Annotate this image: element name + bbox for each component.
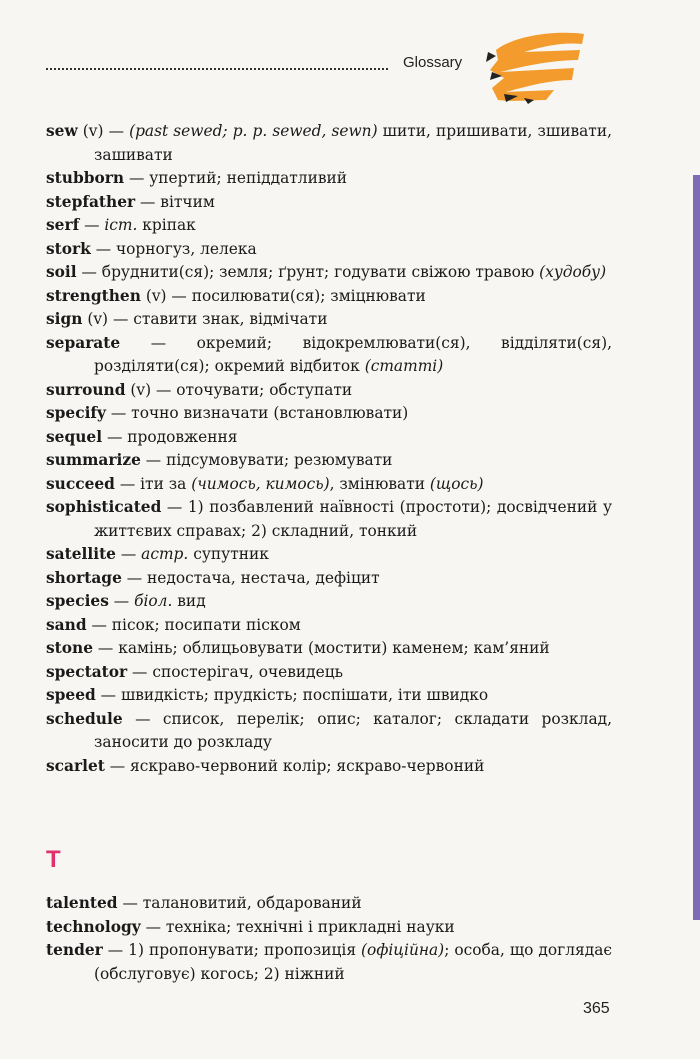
definition-text: — бруднити(ся); земля; ґрунт; годувати свіжою травою: [76, 263, 540, 281]
definition-text: (v) —: [77, 122, 130, 140]
usage-note: (худобу): [539, 263, 607, 281]
definition-text: —: [115, 545, 142, 563]
glossary-entry: [46, 379, 612, 403]
definition-text: — недостача, нестача, дефіцит: [121, 568, 380, 587]
glossary-entry: [46, 167, 612, 191]
glossary-entries-s: [46, 120, 612, 778]
headword: technology: [46, 917, 141, 936]
glossary-entry: [46, 473, 612, 497]
glossary-entry: [46, 661, 612, 685]
headword: sew: [46, 122, 78, 140]
page-edge-color-bar: [693, 175, 700, 920]
usage-note: іст.: [104, 216, 138, 234]
glossary-entry: [46, 939, 612, 986]
headword: specify: [46, 404, 106, 422]
definition-text: (v) — посилювати(ся); зміцнювати: [140, 286, 426, 305]
definition-text: — чорногуз, лелека: [90, 239, 257, 258]
glossary-entry: [46, 590, 612, 614]
page-number: 365: [583, 1000, 610, 1017]
definition-text: — вітчим: [135, 192, 215, 211]
headword: separate: [46, 333, 121, 352]
headword: surround: [46, 380, 126, 399]
glossary-entry: [46, 916, 612, 940]
headword: speed: [46, 686, 96, 704]
glossary-entry: [46, 261, 612, 285]
headword: satellite: [46, 545, 116, 563]
headword: species: [46, 592, 109, 610]
headword: strengthen: [46, 286, 141, 305]
headword: serf: [46, 216, 80, 234]
headword: soil: [46, 263, 77, 281]
glossary-entry: [46, 755, 612, 779]
definition-text: —: [79, 216, 105, 234]
glossary-entry: [46, 238, 612, 262]
definition-text: (v) — ставити знак, відмічати: [82, 310, 328, 328]
running-header: [46, 54, 476, 76]
glossary-entry: [46, 614, 612, 638]
brush-stroke-decoration: [484, 28, 588, 104]
headword: summarize: [46, 451, 141, 469]
headword: sign: [46, 310, 83, 328]
headword: sequel: [46, 427, 103, 446]
glossary-entry: [46, 285, 612, 309]
glossary-entry: [46, 214, 612, 238]
headword: schedule: [46, 709, 123, 728]
dotted-leader: [46, 68, 388, 70]
definition-text: — камінь; облицьовувати (мостити) каменем; кам’яний: [93, 639, 550, 657]
headword: talented: [46, 894, 118, 912]
headword: spectator: [46, 662, 128, 681]
headword: tender: [46, 941, 103, 959]
usage-note: біол.: [134, 592, 173, 610]
glossary-entry: [46, 332, 612, 379]
section-letter: T: [46, 846, 61, 873]
definition-text: — список, перелік; опис; каталог; складати розклад, заносити до розкладу: [94, 709, 612, 751]
definition-text: — 1) позбавлений наївності (простоти); досвідчений у життєвих справах; 2) складний, тонкий: [94, 498, 612, 540]
definition-text: — техніка; технічні і прикладні науки: [140, 917, 455, 936]
usage-note: (past sewed; p. p. sewed, sewn): [129, 122, 378, 140]
headword: succeed: [46, 474, 115, 493]
glossary-entry: [46, 426, 612, 450]
definition-text: — швидкість; прудкість; поспішати, іти швидко: [95, 686, 489, 704]
usage-note: (статті): [364, 357, 444, 375]
glossary-entry: [46, 191, 612, 215]
page-title: Glossary: [403, 54, 463, 71]
glossary-entry: [46, 449, 612, 473]
usage-note: астр.: [141, 545, 189, 563]
definition-text: — упертий; непіддатливий: [124, 169, 348, 187]
definition-text: — пісок; посипати піском: [86, 615, 301, 634]
glossary-entry: [46, 567, 612, 591]
glossary-entry: [46, 637, 612, 661]
glossary-entry: [46, 892, 612, 916]
definition-text: — точно визначати (встановлювати): [106, 404, 409, 422]
definition-text: — продовження: [102, 427, 238, 446]
usage-note: (офіційна): [361, 941, 445, 959]
definition-text: супутник: [188, 545, 269, 563]
definition-text: кріпак: [137, 216, 196, 234]
glossary-entry: [46, 496, 612, 543]
definition-text: вид: [172, 592, 206, 610]
definition-text: — яскраво-червоний колір; яскраво-червоний: [104, 756, 485, 775]
definition-text: — спостерігач, очевидець: [127, 662, 344, 681]
glossary-entry: [46, 543, 612, 567]
glossary-entry: [46, 308, 612, 332]
definition-text: — 1) пропонувати; пропозиція: [102, 941, 362, 959]
definition-text: (v) — оточувати; обступати: [125, 380, 353, 399]
headword: sand: [46, 615, 87, 634]
usage-note: (щось): [429, 474, 484, 493]
definition-text: — окремий; відокремлювати(ся), відділяти(ся), розділяти(ся); окремий відбиток: [94, 333, 612, 375]
headword: sophisticated: [46, 498, 162, 516]
definition-text: — підсумовувати; резюмувати: [140, 451, 393, 469]
headword: scarlet: [46, 756, 105, 775]
definition-text: — талановитий, обдарований: [117, 894, 362, 912]
headword: stepfather: [46, 192, 136, 211]
definition-text: — іти за: [114, 474, 192, 493]
headword: stork: [46, 239, 91, 258]
headword: shortage: [46, 568, 122, 587]
definition-text: шити, пришивати, зшивати, зашивати: [94, 122, 612, 164]
headword: stone: [46, 639, 94, 657]
glossary-entry: [46, 120, 612, 167]
definition-text: , змінювати: [329, 474, 430, 493]
glossary-entry: [46, 708, 612, 755]
headword: stubborn: [46, 169, 125, 187]
glossary-entry: [46, 684, 612, 708]
glossary-entry: [46, 402, 612, 426]
definition-text: ; особа, що доглядає (обслуговує) когось; 2) ніжний: [94, 941, 612, 983]
usage-note: (чимось, кимось): [191, 474, 330, 493]
definition-text: —: [108, 592, 135, 610]
glossary-entries-t: [46, 892, 612, 986]
